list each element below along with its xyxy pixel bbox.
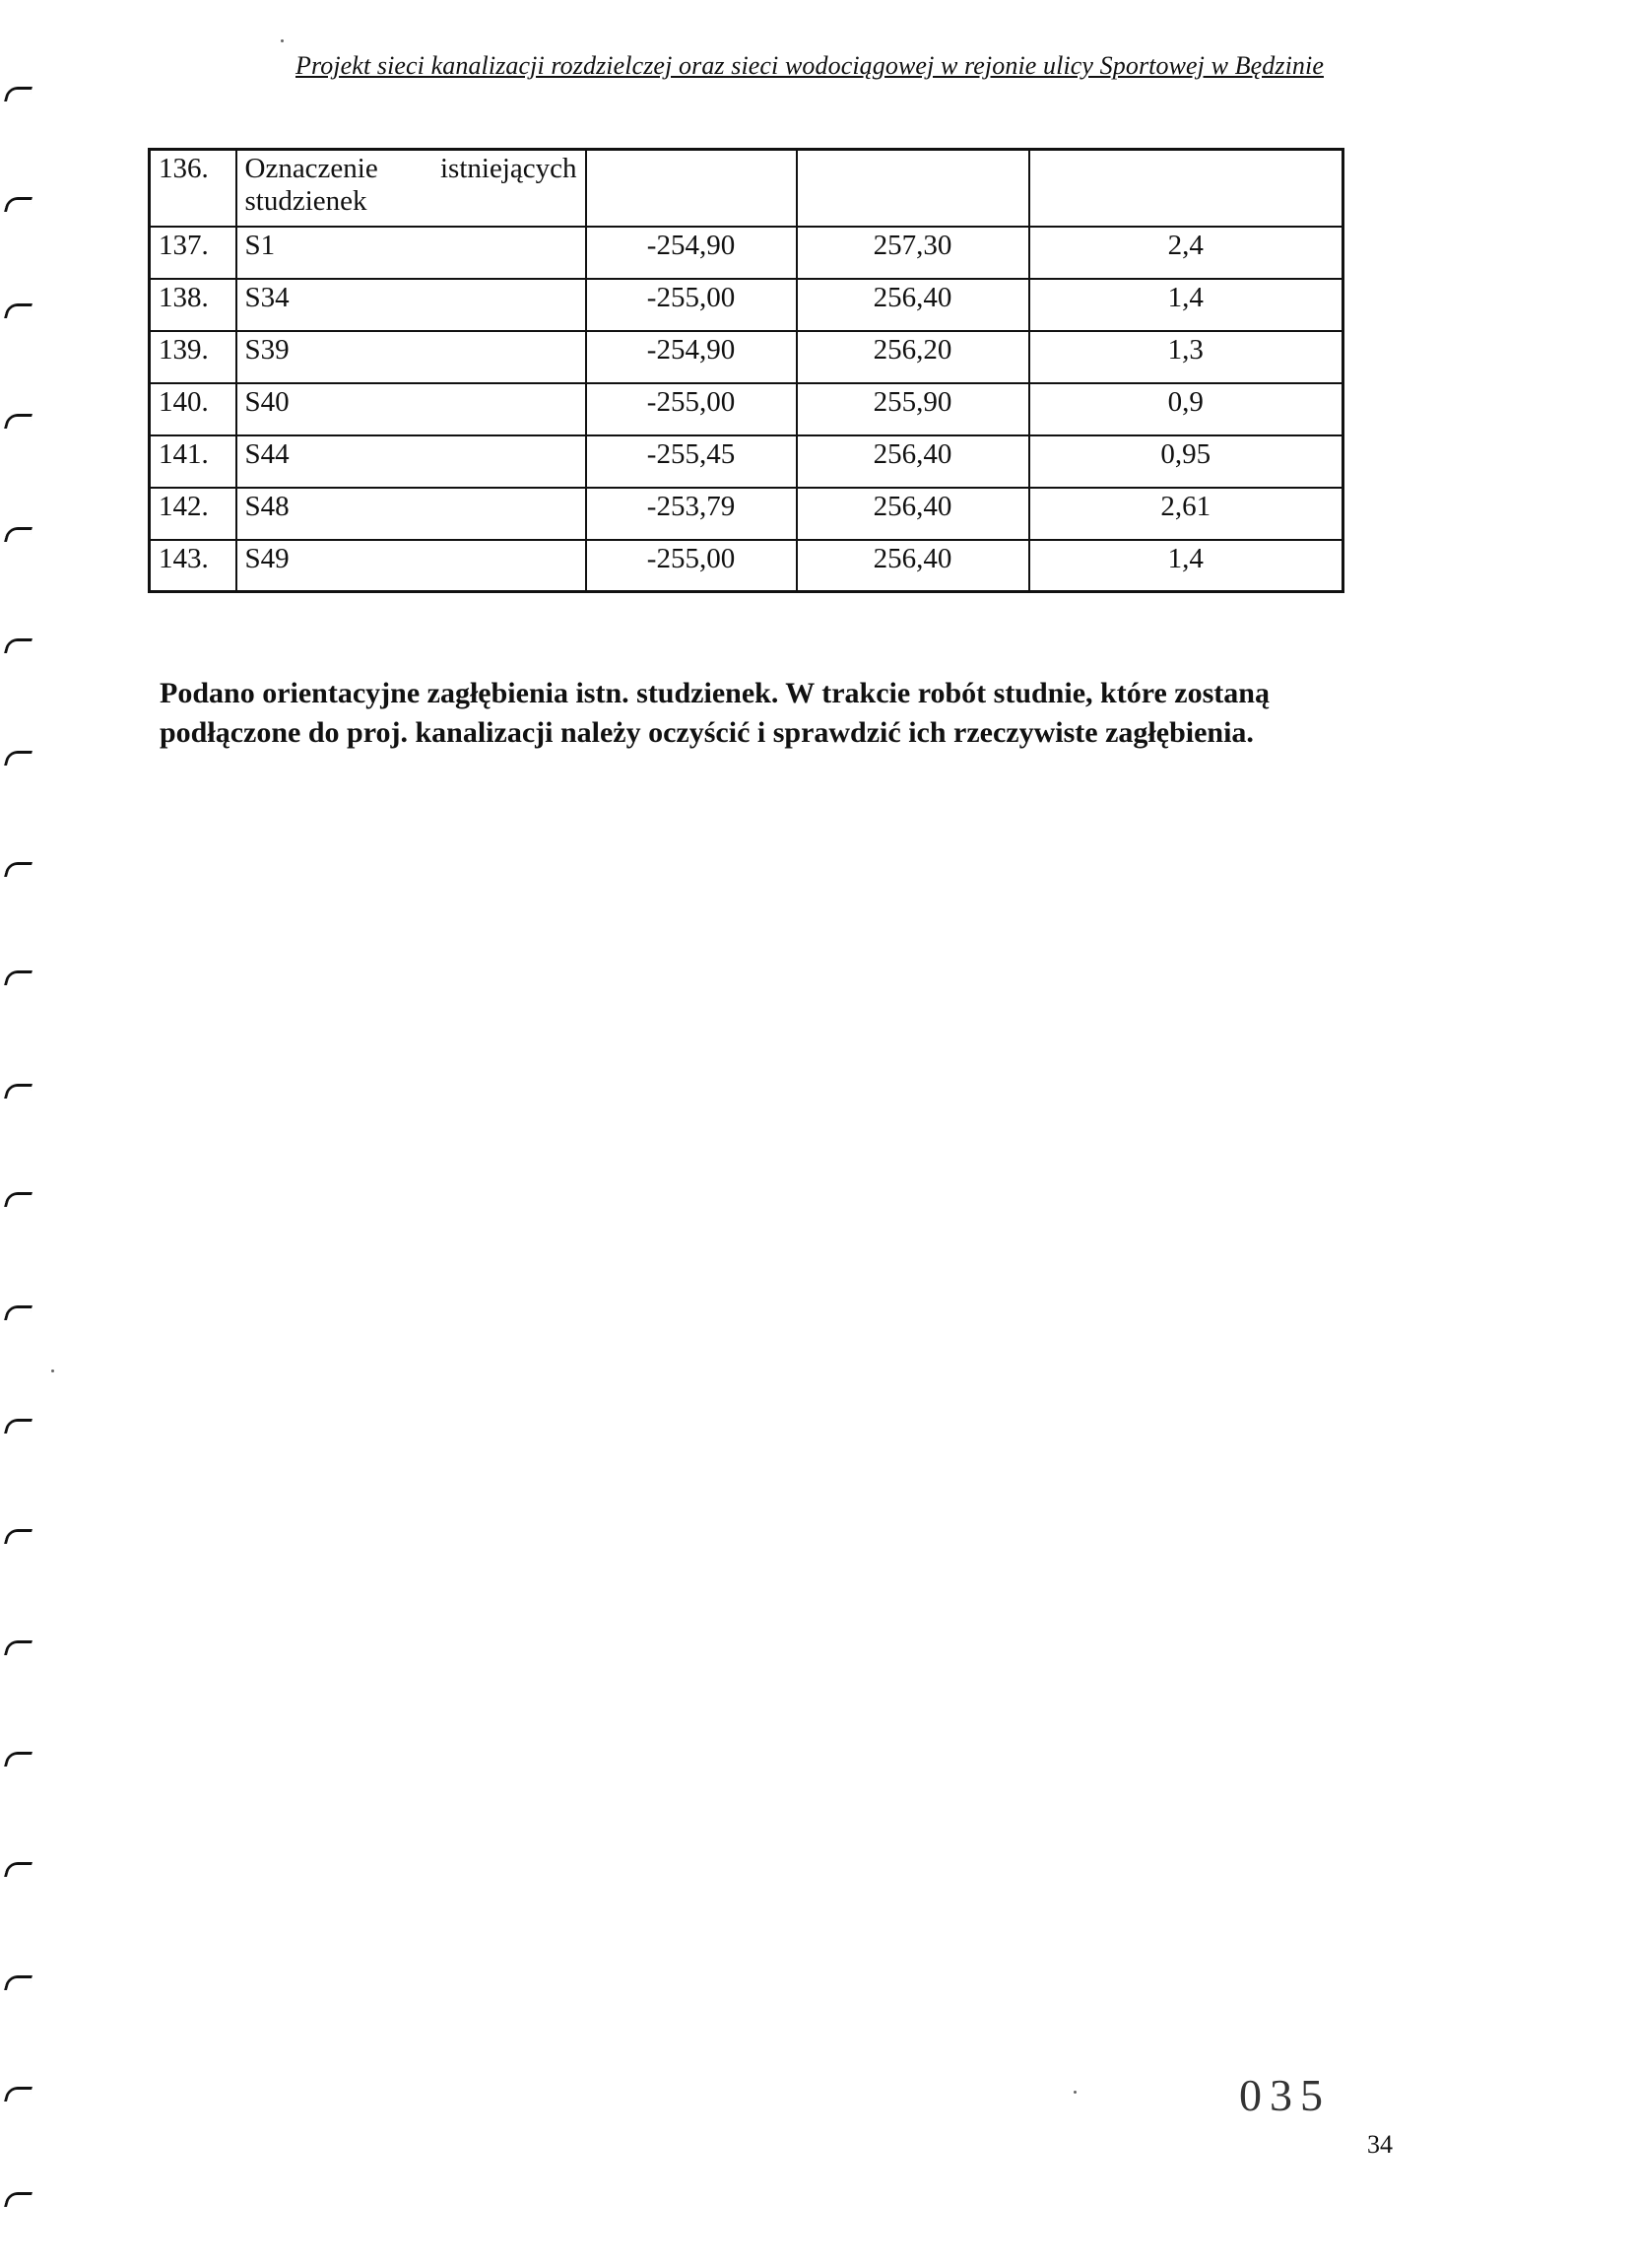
value-cell-col3: -254,90 bbox=[586, 331, 797, 383]
document-header-title: Projekt sieci kanalizacji rozdzielczej oraz sieci wodociągowej w rejonie ulicy Sportowej w Będzinie bbox=[295, 51, 1324, 80]
binding-hole-mark bbox=[4, 751, 33, 766]
table-row bbox=[150, 279, 1343, 331]
value-cell-col4: 256,40 bbox=[797, 435, 1029, 488]
value-cell-col5: 0,9 bbox=[1029, 383, 1343, 435]
empty-cell bbox=[586, 150, 797, 227]
row-number-cell: 142. bbox=[150, 488, 236, 540]
binding-hole-mark bbox=[4, 1640, 33, 1655]
page-number: 34 bbox=[1367, 2130, 1393, 2159]
well-name-cell: S40 bbox=[236, 383, 586, 435]
value-cell-col3: -255,00 bbox=[586, 540, 797, 592]
value-cell-col4: 257,30 bbox=[797, 227, 1029, 279]
value-cell-col3: -255,00 bbox=[586, 383, 797, 435]
value-cell-col3: -255,00 bbox=[586, 279, 797, 331]
row-number-cell: 143. bbox=[150, 540, 236, 592]
binding-hole-mark bbox=[4, 303, 33, 318]
row-number-cell: 137. bbox=[150, 227, 236, 279]
binding-hole-mark bbox=[4, 197, 33, 212]
well-name-cell: S44 bbox=[236, 435, 586, 488]
note-paragraph bbox=[160, 674, 1401, 753]
scan-speck bbox=[281, 39, 284, 42]
empty-cell bbox=[797, 150, 1029, 227]
value-cell-col5: 1,3 bbox=[1029, 331, 1343, 383]
section-heading-line2: studzienek bbox=[244, 185, 367, 217]
table-row bbox=[150, 540, 1343, 592]
binding-hole-mark bbox=[4, 414, 33, 429]
scan-speck bbox=[1074, 2091, 1077, 2094]
table-header-row bbox=[150, 150, 1343, 227]
note-line2: podłączone do proj. kanalizacji należy oczyścić i sprawdzić ich rzeczywiste zagłębienia. bbox=[160, 716, 1254, 749]
value-cell-col4: 256,40 bbox=[797, 540, 1029, 592]
binding-hole-mark bbox=[4, 1862, 33, 1877]
note-line1: Podano orientacyjne zagłębienia istn. studzienek. W trakcie robót studnie, które zostaną bbox=[160, 677, 1270, 709]
table-row bbox=[150, 383, 1343, 435]
binding-hole-mark bbox=[4, 2087, 33, 2101]
binding-hole-mark bbox=[4, 1752, 33, 1767]
table-row bbox=[150, 435, 1343, 488]
row-number-cell: 140. bbox=[150, 383, 236, 435]
row-number-cell: 139. bbox=[150, 331, 236, 383]
value-cell-col4: 256,40 bbox=[797, 279, 1029, 331]
empty-cell bbox=[1029, 150, 1343, 227]
value-cell-col3: -255,45 bbox=[586, 435, 797, 488]
scan-speck bbox=[51, 1369, 54, 1372]
binding-hole-mark bbox=[4, 1305, 33, 1320]
table-row bbox=[150, 331, 1343, 383]
binding-hole-mark bbox=[4, 1192, 33, 1207]
well-name-cell: S48 bbox=[236, 488, 586, 540]
binding-hole-mark bbox=[4, 527, 33, 542]
binding-hole-mark bbox=[4, 638, 33, 653]
binding-hole-mark bbox=[4, 2192, 33, 2207]
stamp-number: 035 bbox=[1239, 2070, 1331, 2120]
well-name-cell: S1 bbox=[236, 227, 586, 279]
value-cell-col3: -253,79 bbox=[586, 488, 797, 540]
section-heading-line1: Oznaczenie istniejących bbox=[244, 153, 577, 184]
table-row bbox=[150, 227, 1343, 279]
well-name-cell: S34 bbox=[236, 279, 586, 331]
row-number-cell: 138. bbox=[150, 279, 236, 331]
binding-hole-mark bbox=[4, 1529, 33, 1544]
binding-marks bbox=[0, 0, 59, 2268]
binding-hole-mark bbox=[4, 862, 33, 877]
well-name-cell: S39 bbox=[236, 331, 586, 383]
binding-hole-mark bbox=[4, 1084, 33, 1099]
value-cell-col5: 1,4 bbox=[1029, 279, 1343, 331]
value-cell-col5: 2,61 bbox=[1029, 488, 1343, 540]
value-cell-col4: 256,20 bbox=[797, 331, 1029, 383]
table-row bbox=[150, 488, 1343, 540]
row-number-cell: 141. bbox=[150, 435, 236, 488]
value-cell-col3: -254,90 bbox=[586, 227, 797, 279]
value-cell-col4: 255,90 bbox=[797, 383, 1029, 435]
value-cell-col5: 0,95 bbox=[1029, 435, 1343, 488]
binding-hole-mark bbox=[4, 1419, 33, 1434]
section-heading-cell bbox=[236, 150, 586, 227]
binding-hole-mark bbox=[4, 87, 33, 101]
binding-hole-mark bbox=[4, 970, 33, 985]
binding-hole-mark bbox=[4, 1975, 33, 1990]
existing-wells-table bbox=[148, 148, 1344, 593]
row-number-cell: 136. bbox=[150, 150, 236, 227]
well-name-cell: S49 bbox=[236, 540, 586, 592]
value-cell-col5: 1,4 bbox=[1029, 540, 1343, 592]
value-cell-col4: 256,40 bbox=[797, 488, 1029, 540]
value-cell-col5: 2,4 bbox=[1029, 227, 1343, 279]
